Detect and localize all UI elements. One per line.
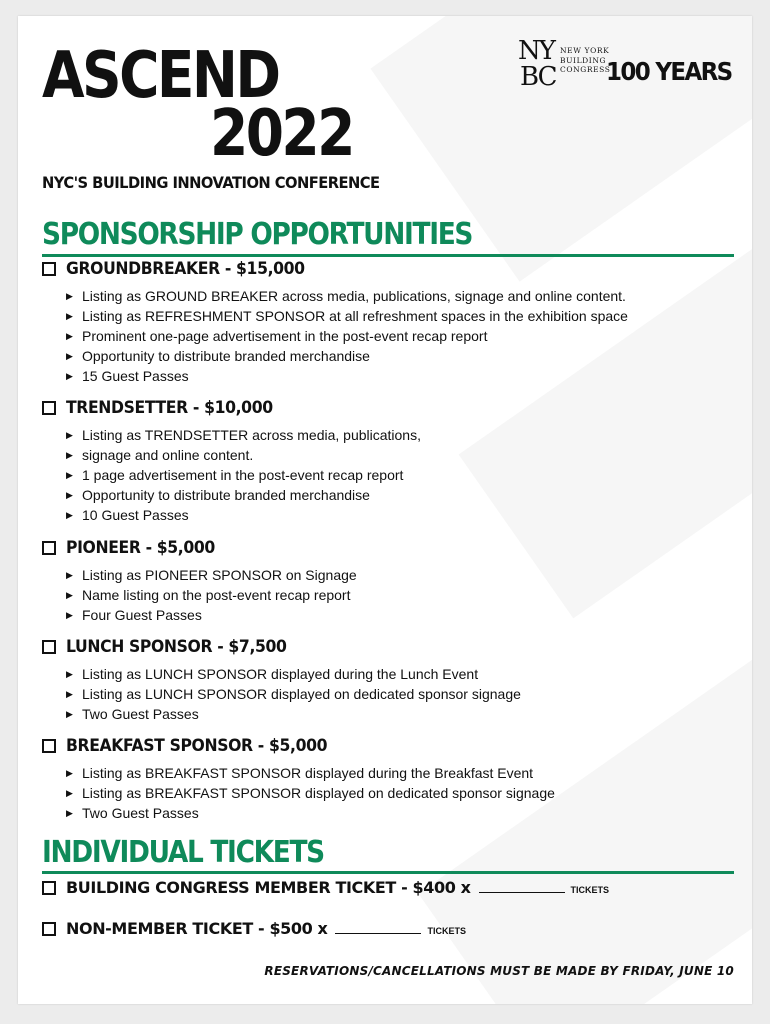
bullet-arrow-icon: ▶ <box>66 787 73 798</box>
list-item <box>66 565 357 585</box>
list-item <box>66 465 421 485</box>
option-title: TRENDSETTER - $10,000 <box>66 398 273 418</box>
list-item <box>66 286 628 306</box>
bullet-arrow-icon: ▶ <box>66 290 73 301</box>
list-item <box>66 445 421 465</box>
bullet-text: Name listing on the post-event recap report <box>82 587 351 603</box>
list-item <box>66 605 357 625</box>
checkbox-icon[interactable] <box>42 541 56 555</box>
list-item <box>66 366 628 386</box>
option-title: BREAKFAST SPONSOR - $5,000 <box>66 736 328 756</box>
bullet-text: Listing as GROUND BREAKER across media, publications, signage and online content. <box>82 288 626 304</box>
list-item <box>66 704 521 724</box>
tickets-suffix: TICKETS <box>427 926 466 936</box>
checkbox-icon[interactable] <box>42 401 56 415</box>
bullet-arrow-icon: ▶ <box>66 668 73 679</box>
bullet-text: Listing as LUNCH SPONSOR displayed during the Lunch Event <box>82 666 479 682</box>
ticket-label: BUILDING CONGRESS MEMBER TICKET - $400 x <box>66 878 471 897</box>
bullet-arrow-icon: ▶ <box>66 489 73 500</box>
ticket-label: NON-MEMBER TICKET - $500 x <box>66 919 328 938</box>
bullet-text: Opportunity to distribute branded merchandise <box>82 348 370 364</box>
option-bullets <box>66 763 555 823</box>
bullet-text: Prominent one-page advertisement in the post-event recap report <box>82 328 488 344</box>
monogram-line2: BC <box>520 62 556 92</box>
sponsor-option-trendsetter[interactable] <box>42 398 291 418</box>
bullet-arrow-icon: ▶ <box>66 609 73 620</box>
bullet-arrow-icon: ▶ <box>66 767 73 778</box>
bullet-text: Listing as BREAKFAST SPONSOR displayed during the Breakfast Event <box>82 765 534 781</box>
checkbox-icon[interactable] <box>42 881 56 895</box>
logo-word: BUILDING <box>560 55 607 65</box>
logo-word: CONGRESS <box>560 65 611 74</box>
bullet-arrow-icon: ▶ <box>66 708 73 719</box>
bullet-text: Listing as BREAKFAST SPONSOR displayed on dedicated sponsor signage <box>82 785 555 801</box>
checkbox-icon[interactable] <box>42 922 56 936</box>
list-item <box>66 485 421 505</box>
document-page <box>18 16 752 1004</box>
checkbox-icon[interactable] <box>42 739 56 753</box>
tickets-divider <box>42 871 734 874</box>
option-title: LUNCH SPONSOR - $7,500 <box>66 637 287 657</box>
checkbox-icon[interactable] <box>42 640 56 654</box>
option-bullets <box>66 286 628 386</box>
bullet-text: Listing as REFRESHMENT SPONSOR at all refreshment spaces in the exhibition space <box>82 308 628 324</box>
list-item <box>66 783 555 803</box>
bullet-text: 10 Guest Passes <box>82 507 189 523</box>
sponsorship-divider <box>42 254 734 257</box>
tickets-suffix: TICKETS <box>570 885 610 895</box>
bullet-arrow-icon: ▶ <box>66 330 73 341</box>
list-item <box>66 425 421 445</box>
nybc-logo <box>518 36 740 98</box>
list-item <box>66 306 628 326</box>
ticket-quantity-field[interactable] <box>335 932 421 934</box>
anniversary-badge: 100 YEARS <box>606 57 732 86</box>
checkbox-icon[interactable] <box>42 262 56 276</box>
bullet-text: signage and online content. <box>82 447 254 463</box>
option-title: PIONEER - $5,000 <box>66 538 215 558</box>
list-item <box>66 346 628 366</box>
monogram-line1: NY <box>518 36 554 66</box>
event-subtitle: NYC'S BUILDING INNOVATION CONFERENCE <box>42 173 380 192</box>
bullet-text: Opportunity to distribute branded merchandise <box>82 487 370 503</box>
list-item <box>66 803 555 823</box>
bullet-arrow-icon: ▶ <box>66 350 73 361</box>
bullet-arrow-icon: ▶ <box>66 589 73 600</box>
logo-wordmark <box>560 46 611 75</box>
bullet-arrow-icon: ▶ <box>66 449 73 460</box>
bullet-text: 1 page advertisement in the post-event recap report <box>82 467 404 483</box>
bullet-text: Listing as TRENDSETTER across media, publications, <box>82 427 421 443</box>
event-year: 2022 <box>210 97 353 171</box>
option-bullets <box>66 565 357 625</box>
sponsor-option-lunch[interactable] <box>42 637 306 657</box>
list-item <box>66 326 628 346</box>
option-bullets <box>66 425 421 525</box>
option-bullets <box>66 664 521 724</box>
bullet-text: Two Guest Passes <box>82 805 199 821</box>
bullet-arrow-icon: ▶ <box>66 370 73 381</box>
bullet-arrow-icon: ▶ <box>66 569 73 580</box>
sponsor-option-groundbreaker[interactable] <box>42 259 325 279</box>
ticket-member[interactable] <box>42 878 609 897</box>
bullet-text: Listing as PIONEER SPONSOR on Signage <box>82 567 357 583</box>
list-item <box>66 763 555 783</box>
bullet-arrow-icon: ▶ <box>66 807 73 818</box>
bullet-text: Two Guest Passes <box>82 706 199 722</box>
option-title: GROUNDBREAKER - $15,000 <box>66 259 305 279</box>
bullet-arrow-icon: ▶ <box>66 509 73 520</box>
list-item <box>66 585 357 605</box>
ticket-quantity-field[interactable] <box>479 891 565 893</box>
event-title: ASCEND <box>42 39 279 113</box>
sponsor-option-pioneer[interactable] <box>42 538 228 558</box>
logo-word: NEW YORK <box>560 46 610 55</box>
bullet-text: 15 Guest Passes <box>82 368 189 384</box>
bullet-arrow-icon: ▶ <box>66 469 73 480</box>
ticket-non-member[interactable] <box>42 919 466 938</box>
list-item <box>66 664 521 684</box>
bullet-arrow-icon: ▶ <box>66 429 73 440</box>
bullet-text: Listing as LUNCH SPONSOR displayed on dedicated sponsor signage <box>82 686 521 702</box>
sponsorship-heading: SPONSORSHIP OPPORTUNITIES <box>42 217 473 252</box>
bullet-text: Four Guest Passes <box>82 607 202 623</box>
reservation-deadline-note: RESERVATIONS/CANCELLATIONS MUST BE MADE BY FRIDAY, JUNE 10 <box>264 964 734 978</box>
tickets-heading: INDIVIDUAL TICKETS <box>42 835 324 870</box>
bullet-arrow-icon: ▶ <box>66 310 73 321</box>
list-item <box>66 505 421 525</box>
sponsor-option-breakfast[interactable] <box>42 736 350 756</box>
background-decoration <box>459 214 752 619</box>
nybc-monogram <box>518 36 562 98</box>
list-item <box>66 684 521 704</box>
bullet-arrow-icon: ▶ <box>66 688 73 699</box>
